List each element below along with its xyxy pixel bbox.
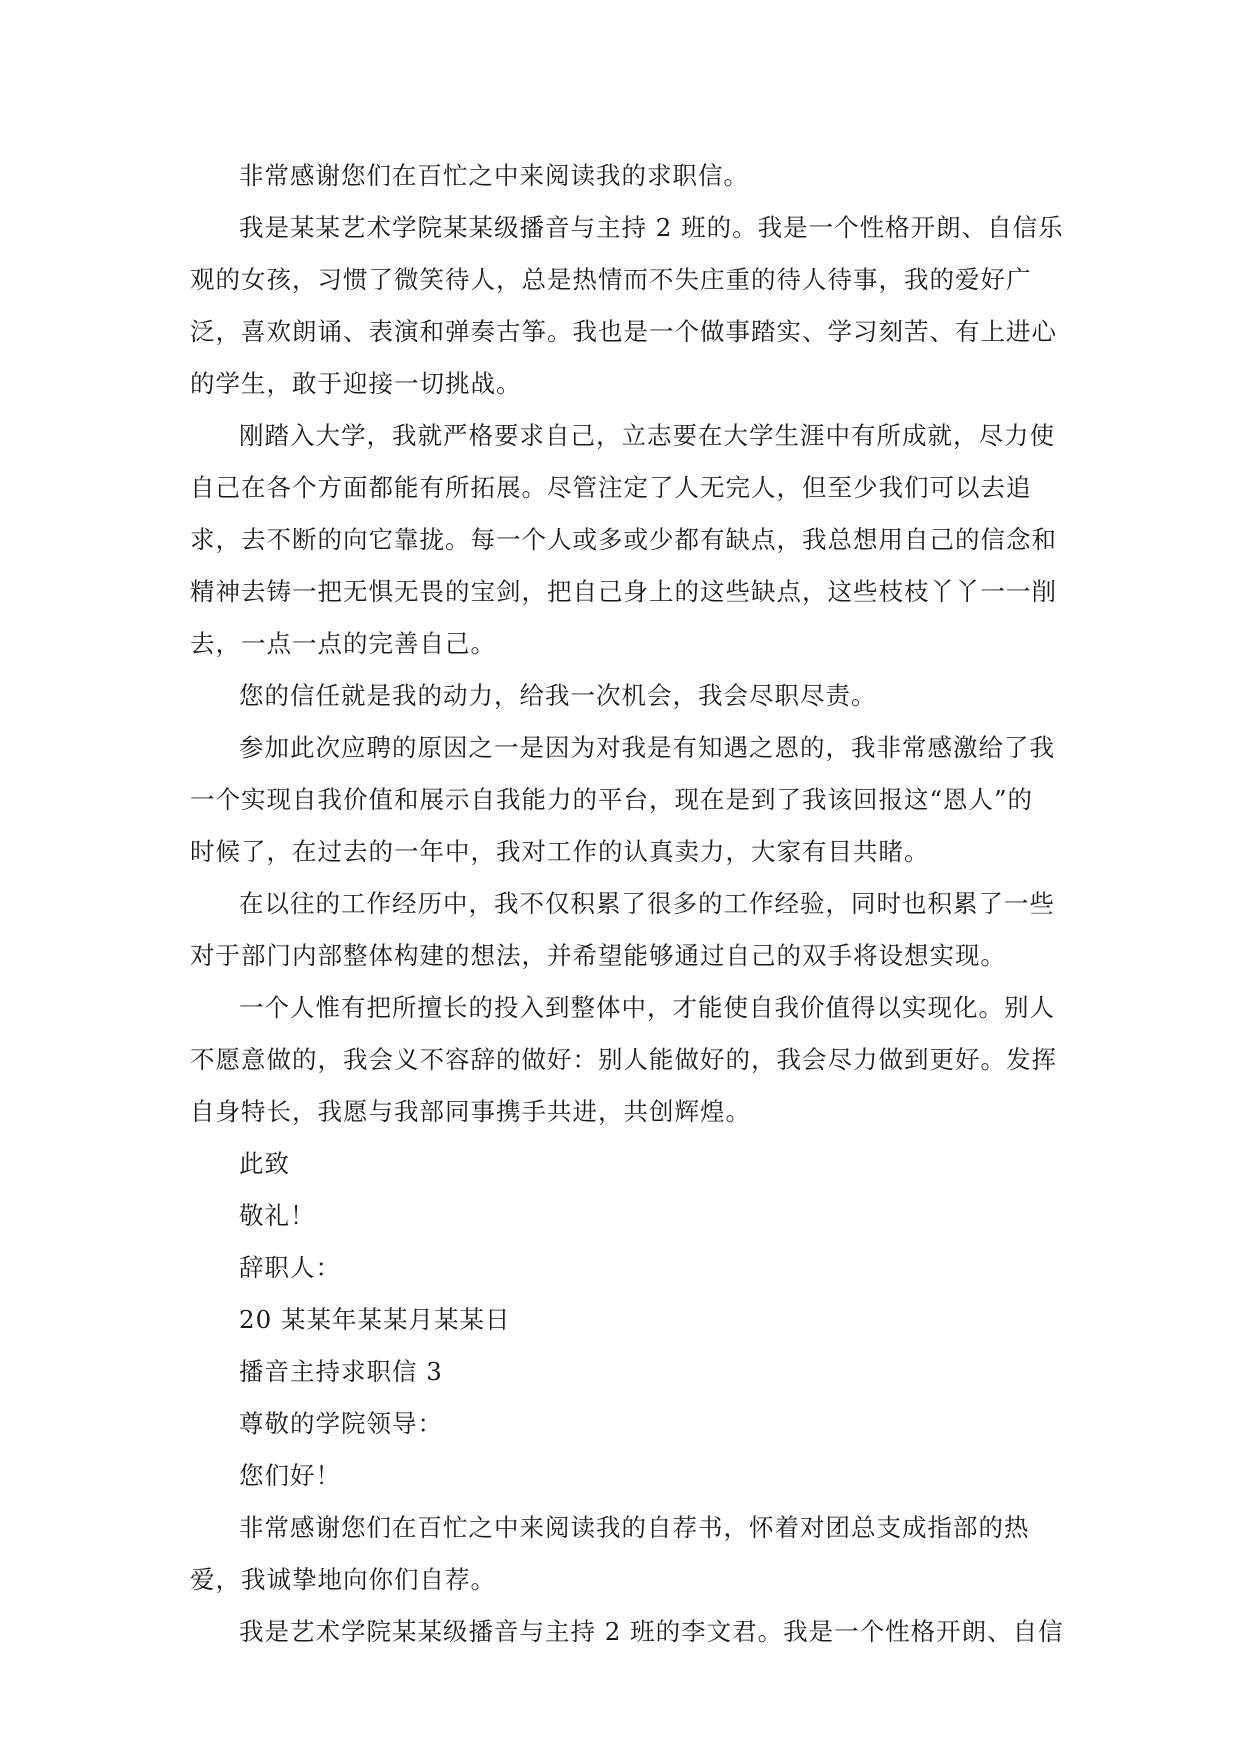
text-line: 20 某某年某某月某某日 [239,1305,511,1334]
paragraph [190,202,1064,410]
text-line: 求，去不断的向它靠拢。每一个人或多或少都有缺点，我总想用自己的信念和 [190,525,1057,554]
text-line: 非常感谢您们在百忙之中来阅读我的求职信。 [239,161,749,190]
text-line: 敬礼！ [239,1201,316,1230]
document-page [190,150,1064,1658]
text-line: 对于部门内部整体构建的想法，并希望能够通过自己的双手将设想实现。 [190,941,1006,970]
paragraph [190,1502,1050,1606]
text-line: 一个实现自我价值和展示自我能力的平台，现在是到了我该回报这“恩人”的 [190,785,1034,814]
text-line: 自己在各个方面都能有所拓展。尽管注定了人无完人，但至少我们可以去追 [190,473,1032,502]
paragraph [190,150,1050,202]
paragraph [190,410,1057,670]
text-line: 时候了，在过去的一年中，我对工作的认真卖力，大家有目共睹。 [190,837,930,866]
text-line: 尊敬的学院领导： [239,1409,443,1438]
text-line: 在以往的工作经历中，我不仅积累了很多的工作经验，同时也积累了一些 [239,889,1055,918]
text-line: 一个人惟有把所擅长的投入到整体中，才能使自我价值得以实现化。别人 [239,993,1055,1022]
text-line: 非常感谢您们在百忙之中来阅读我的自荐书，怀着对团总支成指部的热 [239,1513,1030,1542]
text-line: 的学生，敢于迎接一切挑战。 [190,369,522,398]
paragraph [190,1606,1064,1658]
text-line: 我是某某艺术学院某某级播音与主持 2 班的。我是一个性格开朗、自信乐 [239,213,1064,242]
text-line: 您们好！ [239,1461,341,1490]
text-line: 不愿意做的，我会义不容辞的做好：别人能做好的，我会尽力做到更好。发挥 [190,1045,1057,1074]
text-line: 去，一点一点的完善自己。 [190,629,496,658]
text-line: 泛，喜欢朗诵、表演和弹奏古筝。我也是一个做事踏实、学习刻苦、有上进心 [190,317,1057,346]
paragraph [190,1190,1050,1242]
paragraph [190,722,1055,878]
paragraph [190,1398,1050,1450]
text-line: 播音主持求职信 3 [239,1357,443,1386]
text-line: 辞职人： [239,1253,341,1282]
text-line: 参加此次应聘的原因之一是因为对我是有知遇之恩的，我非常感激给了我 [239,733,1055,762]
document-body [190,150,1064,1658]
paragraph [190,982,1057,1138]
paragraph [190,1294,1050,1346]
text-line: 此致 [239,1149,290,1178]
text-line: 爱，我诚挚地向你们自荐。 [190,1565,496,1594]
paragraph [190,1242,1050,1294]
paragraph [190,1138,1050,1190]
text-line: 自身特长，我愿与我部同事携手共进，共创辉煌。 [190,1097,751,1126]
paragraph [190,1450,1050,1502]
paragraph [190,670,1050,722]
text-line: 刚踏入大学，我就严格要求自己，立志要在大学生涯中有所成就，尽力使 [239,421,1055,450]
paragraph [190,878,1055,982]
text-line: 精神去铸一把无惧无畏的宝剑，把自己身上的这些缺点，这些枝枝丫丫一一削 [190,577,1057,606]
paragraph [190,1346,1050,1398]
text-line: 您的信任就是我的动力，给我一次机会，我会尽职尽责。 [239,681,877,710]
text-line: 观的女孩，习惯了微笑待人，总是热情而不失庄重的待人待事，我的爱好广 [190,265,1032,294]
text-line: 我是艺术学院某某级播音与主持 2 班的李文君。我是一个性格开朗、自信 [239,1617,1064,1646]
